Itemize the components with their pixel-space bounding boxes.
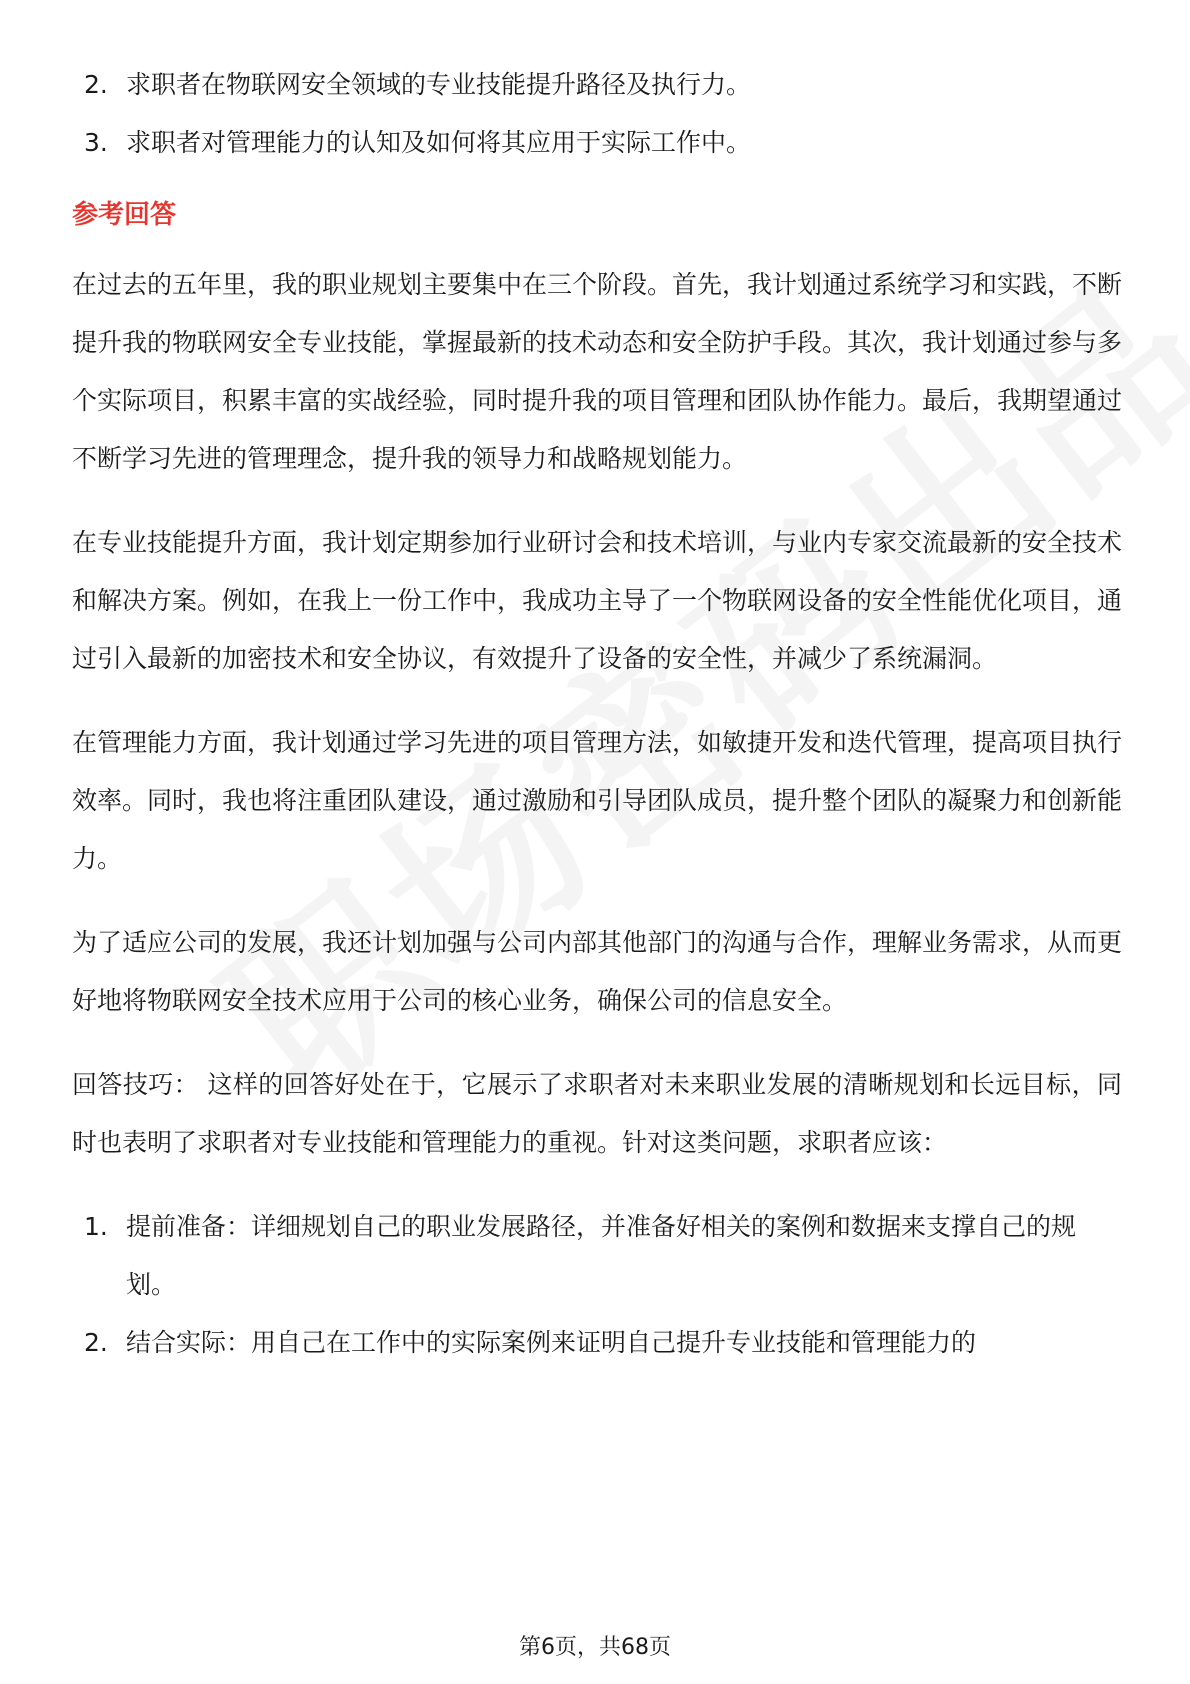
answer-paragraph: 在专业技能提升方面，我计划定期参加行业研讨会和技术培训，与业内专家交流最新的安全技术和解决方案。例如，在我上一份工作中，我成功主导了一个物联网设备的安全性能优化项目，通过引入最新的加密技术和安全协议，有效提升了设备的安全性，并减少了系统漏洞。 (72, 528, 1123, 673)
list-item-text: 求职者在物联网安全领域的专业技能提升路径及执行力。 (126, 70, 752, 99)
answer-paragraph: 为了适应公司的发展，我还计划加强与公司内部其他部门的沟通与合作，理解业务需求，从而更好地将物联网安全技术应用于公司的核心业务，确保公司的信息安全。 (72, 928, 1123, 1015)
list-item-number: 1. (84, 1212, 108, 1241)
page-footer: 第6页，共68页 (519, 1635, 671, 1660)
list-item-number: 3. (84, 128, 108, 157)
list-item (72, 56, 1122, 114)
page-content (72, 56, 1122, 1372)
list-item (72, 114, 1122, 172)
tips-numbered-list (72, 1198, 1122, 1372)
list-item-text: 结合实际：用自己在工作中的实际案例来证明自己提升专业技能和管理能力的 (126, 1328, 977, 1357)
list-item-text: 提前准备：详细规划自己的职业发展路径，并准备好相关的案例和数据来支撑自己的规划。 (126, 1212, 1077, 1299)
section-heading: 参考回答 (72, 200, 177, 230)
answer-paragraph: 在过去的五年里，我的职业规划主要集中在三个阶段。首先，我计划通过系统学习和实践，不断提升我的物联网安全专业技能，掌握最新的技术动态和安全防护手段。其次，我计划通过参与多个实际项目，积累丰富的实战经验，同时提升我的项目管理和团队协作能力。最后，我期望通过不断学习先进的管理理念，提升我的领导力和战略规划能力。 (72, 270, 1123, 473)
list-item (72, 1198, 1122, 1314)
list-item (72, 1314, 1122, 1372)
top-numbered-list (72, 56, 1122, 172)
list-item-number: 2. (84, 1328, 108, 1357)
answer-paragraph: 在管理能力方面，我计划通过学习先进的项目管理方法，如敏捷开发和迭代管理，提高项目执行效率。同时，我也将注重团队建设，通过激励和引导团队成员，提升整个团队的凝聚力和创新能力。 (72, 728, 1123, 873)
list-item-text: 求职者对管理能力的认知及如何将其应用于实际工作中。 (126, 128, 752, 157)
tips-paragraph: 回答技巧： 这样的回答好处在于，它展示了求职者对未来职业发展的清晰规划和长远目标，同时也表明了求职者对专业技能和管理能力的重视。针对这类问题，求职者应该： (72, 1070, 1122, 1157)
list-item-number: 2. (84, 70, 108, 99)
